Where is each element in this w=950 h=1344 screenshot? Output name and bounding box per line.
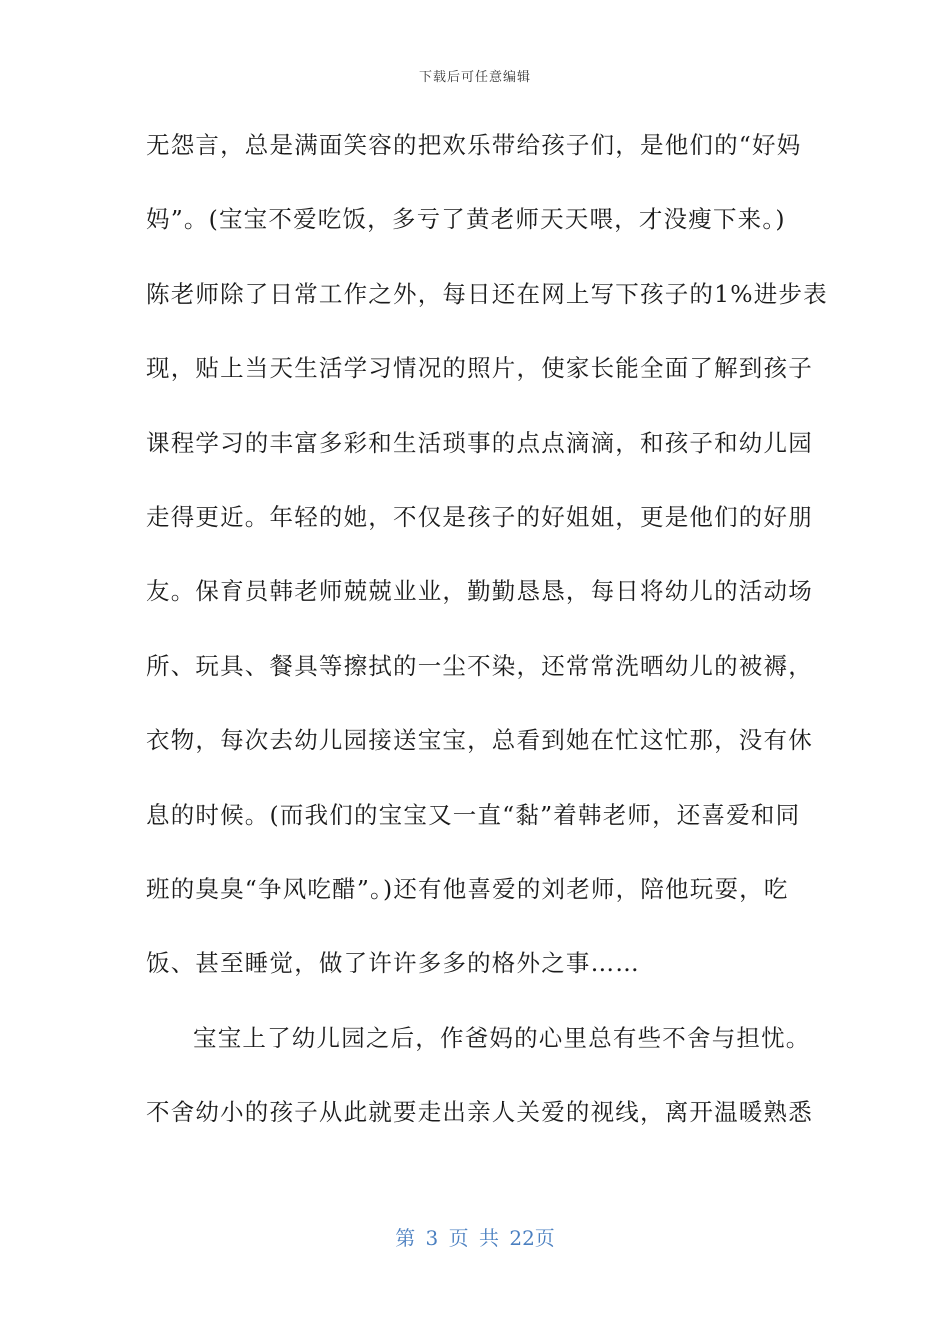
text-line: 息的时候。(而我们的宝宝又一直“黏”着韩老师，还喜爱和同 bbox=[146, 800, 801, 829]
text-line: 无怨言，总是满面笑容的把欢乐带给孩子们，是他们的“好妈 bbox=[146, 131, 802, 159]
page-number-footer: 第 3 页 共 22页 bbox=[395, 1226, 555, 1250]
text-line: 友。保育员韩老师兢兢业业，勤勤恳恳，每日将幼儿的活动场 bbox=[146, 577, 813, 606]
text-line: 所、玩具、餐具等擦拭的一尘不染，还常常洗晒幼儿的被褥， bbox=[146, 651, 813, 680]
text-line: 饭、甚至睡觉，做了许许多多的格外之事…… bbox=[146, 949, 640, 978]
text-line: 衣物，每次去幼儿园接送宝宝，总看到她在忙这忙那，没有休 bbox=[146, 726, 813, 755]
text-line: 妈”。(宝宝不爱吃饭，多亏了黄老师天天喂，才没瘦下来。) bbox=[146, 205, 786, 234]
document-body bbox=[146, 122, 828, 1163]
text-line: 不舍幼小的孩子从此就要走出亲人关爱的视线，离开温暖熟悉 bbox=[146, 1098, 813, 1127]
text-line: 现，贴上当天生活学习情况的照片，使家长能全面了解到孩子 bbox=[146, 354, 813, 383]
text-line: 课程学习的丰富多彩和生活琐事的点点滴滴，和孩子和幼儿园 bbox=[146, 428, 813, 457]
paragraph-start-line: 宝宝上了幼儿园之后，作爸妈的心里总有些不舍与担忧。 bbox=[193, 1023, 811, 1052]
text-line: 走得更近。年轻的她，不仅是孩子的好姐姐，更是他们的好朋 bbox=[146, 502, 813, 531]
page-header: 下载后可任意编辑 bbox=[418, 70, 531, 85]
text-line: 陈老师除了日常工作之外，每日还在网上写下孩子的1%进步表 bbox=[146, 279, 828, 308]
text-line: 班的臭臭“争风吃醋”。)还有他喜爱的刘老师，陪他玩耍，吃 bbox=[146, 874, 789, 903]
